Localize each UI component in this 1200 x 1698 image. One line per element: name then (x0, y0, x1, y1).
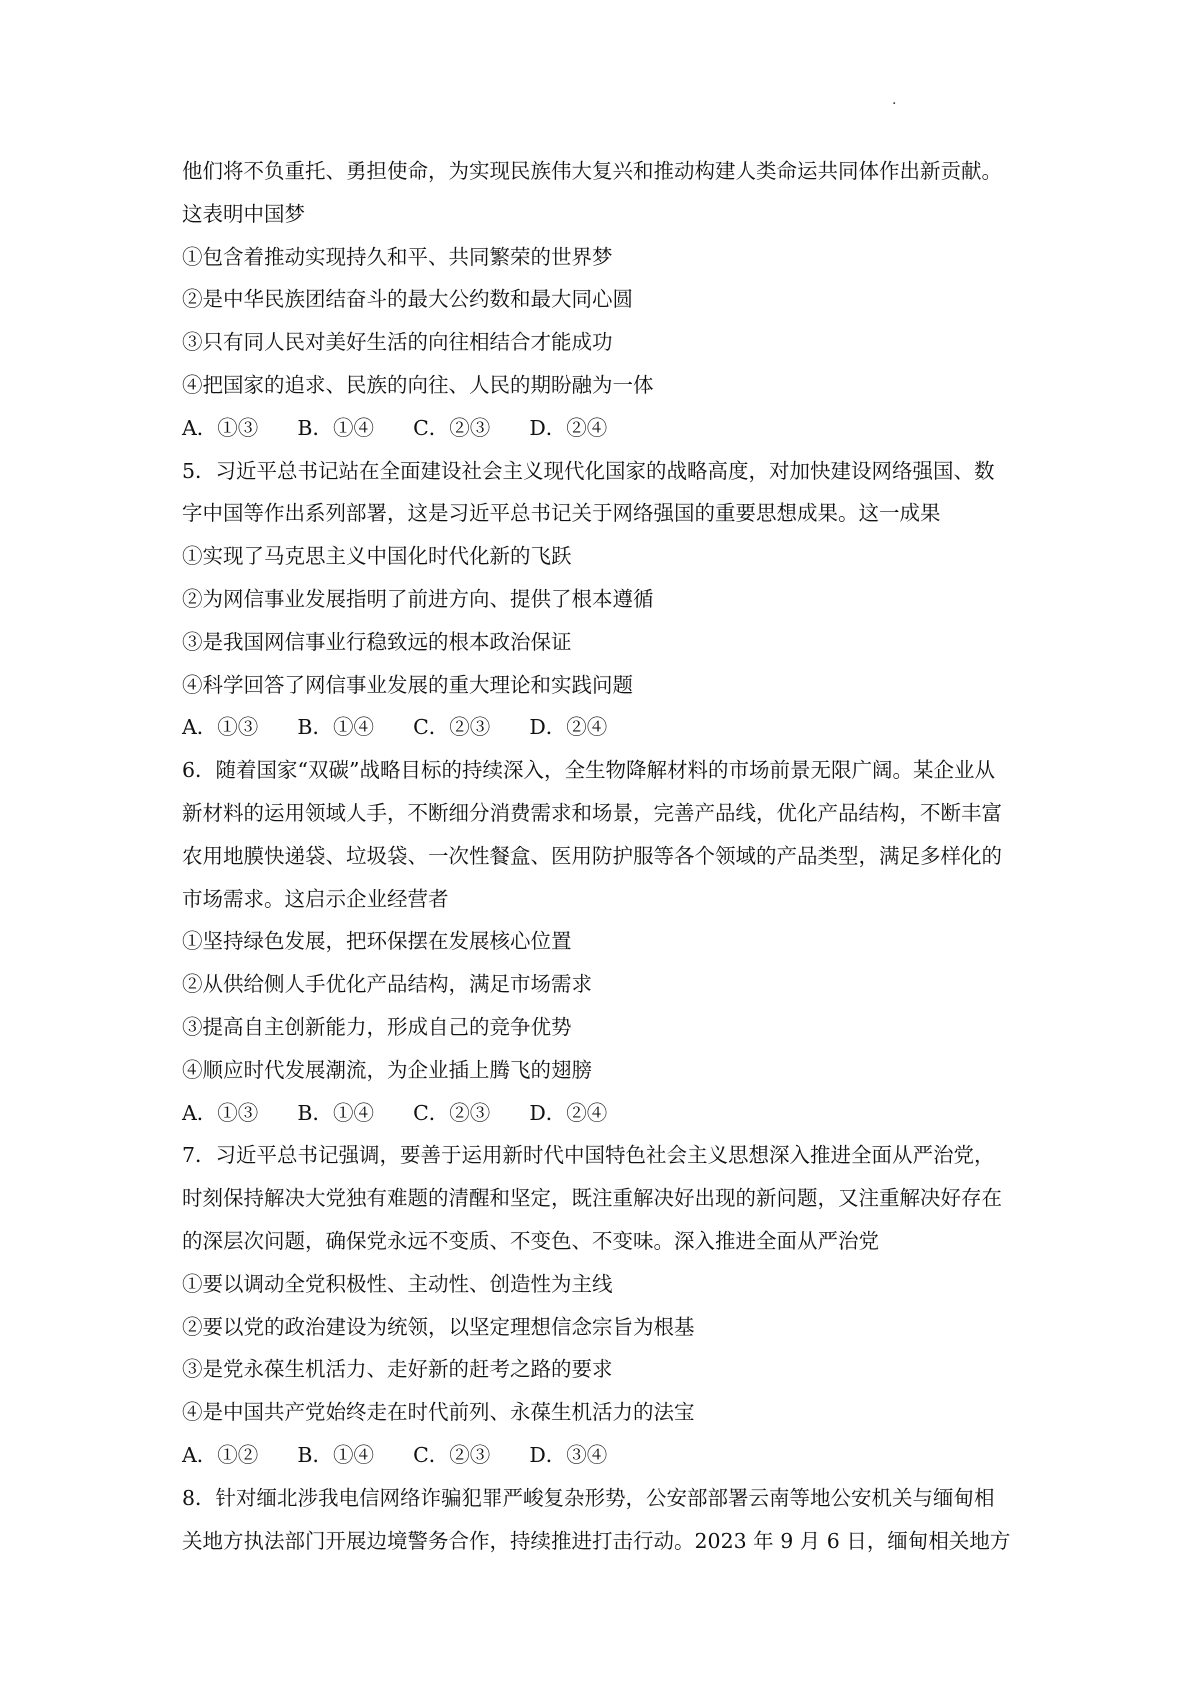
text-line: ②从供给侧人手优化产品结构，满足市场需求 (182, 972, 592, 997)
text-line: ②要以党的政治建设为统领，以坚定理想信念宗旨为根基 (182, 1314, 695, 1339)
text-line: 这表明中国梦 (182, 201, 305, 226)
text-line: 时刻保持解决大党独有难题的清醒和坚定，既注重解决好出现的新问题，又注重解决好存在 (182, 1186, 1002, 1211)
text-line: ④科学回答了网信事业发展的重大理论和实践问题 (182, 672, 633, 697)
text-line: ①坚持绿色发展，把环保摆在发展核心位置 (182, 929, 572, 954)
answer-options: A．①③ B．①④ C．②③ D．②④ (182, 715, 608, 740)
text-line: 市场需求。这启示企业经营者 (182, 886, 449, 911)
text-line: 字中国等作出系列部署，这是习近平总书记关于网络强国的重要思想成果。这一成果 (182, 501, 941, 526)
text-line: 他们将不负重托、勇担使命，为实现民族伟大复兴和推动构建人类命运共同体作出新贡献。 (182, 159, 1002, 183)
text-line: 6．随着国家“双碳”战略目标的持续深入，全生物降解材料的市场前景无限广阔。某企业从 (182, 758, 996, 783)
text-line: 农用地膜快递袋、垃圾袋、一次性餐盒、医用防护服等各个领域的产品类型，满足多样化的 (182, 843, 1002, 868)
text-line: ③是党永葆生机活力、走好新的赶考之路的要求 (182, 1357, 613, 1382)
text-line: ④是中国共产党始终走在时代前列、永葆生机活力的法宝 (182, 1400, 695, 1425)
text-line: ③提高自主创新能力，形成自己的竞争优势 (182, 1014, 572, 1039)
text-line: ①包含着推动实现持久和平、共同繁荣的世界梦 (182, 244, 613, 269)
answer-options: A．①③ B．①④ C．②③ D．②④ (182, 1100, 608, 1125)
text-line: 关地方执法部门开展边境警务合作，持续推进打击行动。2023 年 9 月 6 日，缅甸相关地方 (182, 1528, 1011, 1553)
text-line: ③只有同人民对美好生活的向往相结合才能成功 (182, 330, 613, 355)
document-body (182, 150, 1032, 1562)
text-line: ②为网信事业发展指明了前进方向、提供了根本遵循 (182, 586, 654, 611)
text-line: 的深层次问题，确保党永远不变质、不变色、不变味。深入推进全面从严治党 (182, 1228, 879, 1253)
text-line: ④把国家的追求、民族的向往、人民的期盼融为一体 (182, 372, 654, 397)
text-line: 8．针对缅北涉我电信网络诈骗犯罪严峻复杂形势，公安部部署云南等地公安机关与缅甸相 (182, 1485, 995, 1510)
text-line: 5．习近平总书记站在全面建设社会主义现代化国家的战略高度，对加快建设网络强国、数 (182, 458, 995, 483)
text-line: ①要以调动全党积极性、主动性、创造性为主线 (182, 1271, 613, 1296)
text-line: 新材料的运用领域人手，不断细分消费需求和场景，完善产品线，优化产品结构，不断丰富 (182, 800, 1002, 825)
text-line: ①实现了马克思主义中国化时代化新的飞跃 (182, 544, 572, 569)
text-line: ④顺应时代发展潮流，为企业插上腾飞的翅膀 (182, 1057, 592, 1082)
answer-options: A．①③ B．①④ C．②③ D．②④ (182, 415, 608, 440)
text-line: 7．习近平总书记强调，要善于运用新时代中国特色社会主义思想深入推进全面从严治党， (182, 1143, 995, 1168)
text-line: ②是中华民族团结奋斗的最大公约数和最大同心圆 (182, 287, 633, 312)
header-mark: . (892, 92, 897, 108)
answer-options: A．①② B．①④ C．②③ D．③④ (182, 1442, 608, 1467)
text-line: ③是我国网信事业行稳致远的根本政治保证 (182, 629, 572, 654)
